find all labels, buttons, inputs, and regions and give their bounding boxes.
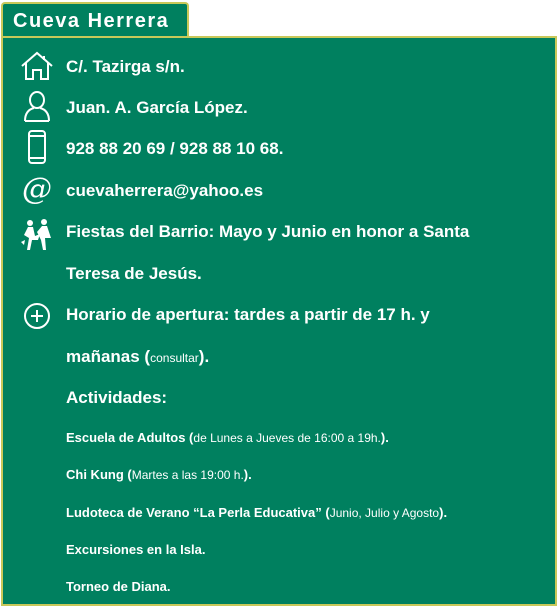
hours-line-2 (66, 347, 209, 367)
activity-item (66, 505, 447, 520)
activity-tail: ). (439, 505, 448, 520)
activity-name: Chi Kung ( (66, 467, 132, 482)
hours-close: ). (198, 347, 210, 366)
hours-line-1: Horario de apertura: tardes a partir de 17 h. y (66, 305, 430, 324)
phone-icon (19, 129, 55, 165)
address-text: C/. Tazirga s/n. (66, 57, 185, 76)
dancers-icon (19, 217, 55, 253)
activity-name: Escuela de Adultos ( (66, 430, 194, 445)
activity-detail: Martes a las 19:00 h. (131, 468, 244, 482)
festivals-line-1: Fiestas del Barrio: Mayo y Junio en honor a Santa (66, 222, 470, 241)
page-title: Cueva Herrera (13, 10, 170, 32)
home-icon (19, 48, 55, 84)
activity-detail: de Lunes a Jueves de 16:00 a 19h. (193, 431, 381, 445)
title-tab (1, 2, 189, 36)
phone-text: 928 88 20 69 / 928 88 10 68. (66, 139, 284, 158)
activity-name: Ludoteca de Verano “La Perla Educativa” ( (66, 505, 330, 520)
activity-item (66, 467, 252, 482)
activity-name: Torneo de Diana. (66, 579, 171, 594)
activity-item (66, 579, 171, 594)
contact-text: Juan. A. García López. (66, 98, 248, 117)
activity-name: Excursiones en la Isla. (66, 542, 206, 557)
person-icon (19, 88, 55, 124)
activity-tail: ). (243, 467, 252, 482)
hours-consult: consultar (150, 351, 199, 365)
activity-tail: ). (380, 430, 389, 445)
activity-detail: Junio, Julio y Agosto (329, 506, 440, 520)
festivals-line-2: Teresa de Jesús. (66, 264, 202, 283)
plus-circle-icon (19, 298, 55, 334)
activity-item (66, 430, 389, 445)
email-text: cuevaherrera@yahoo.es (66, 181, 264, 200)
activity-item (66, 542, 205, 557)
hours-mornings: mañanas ( (66, 347, 151, 366)
activities-heading: Actividades: (66, 388, 168, 407)
at-icon: @ (22, 171, 52, 207)
